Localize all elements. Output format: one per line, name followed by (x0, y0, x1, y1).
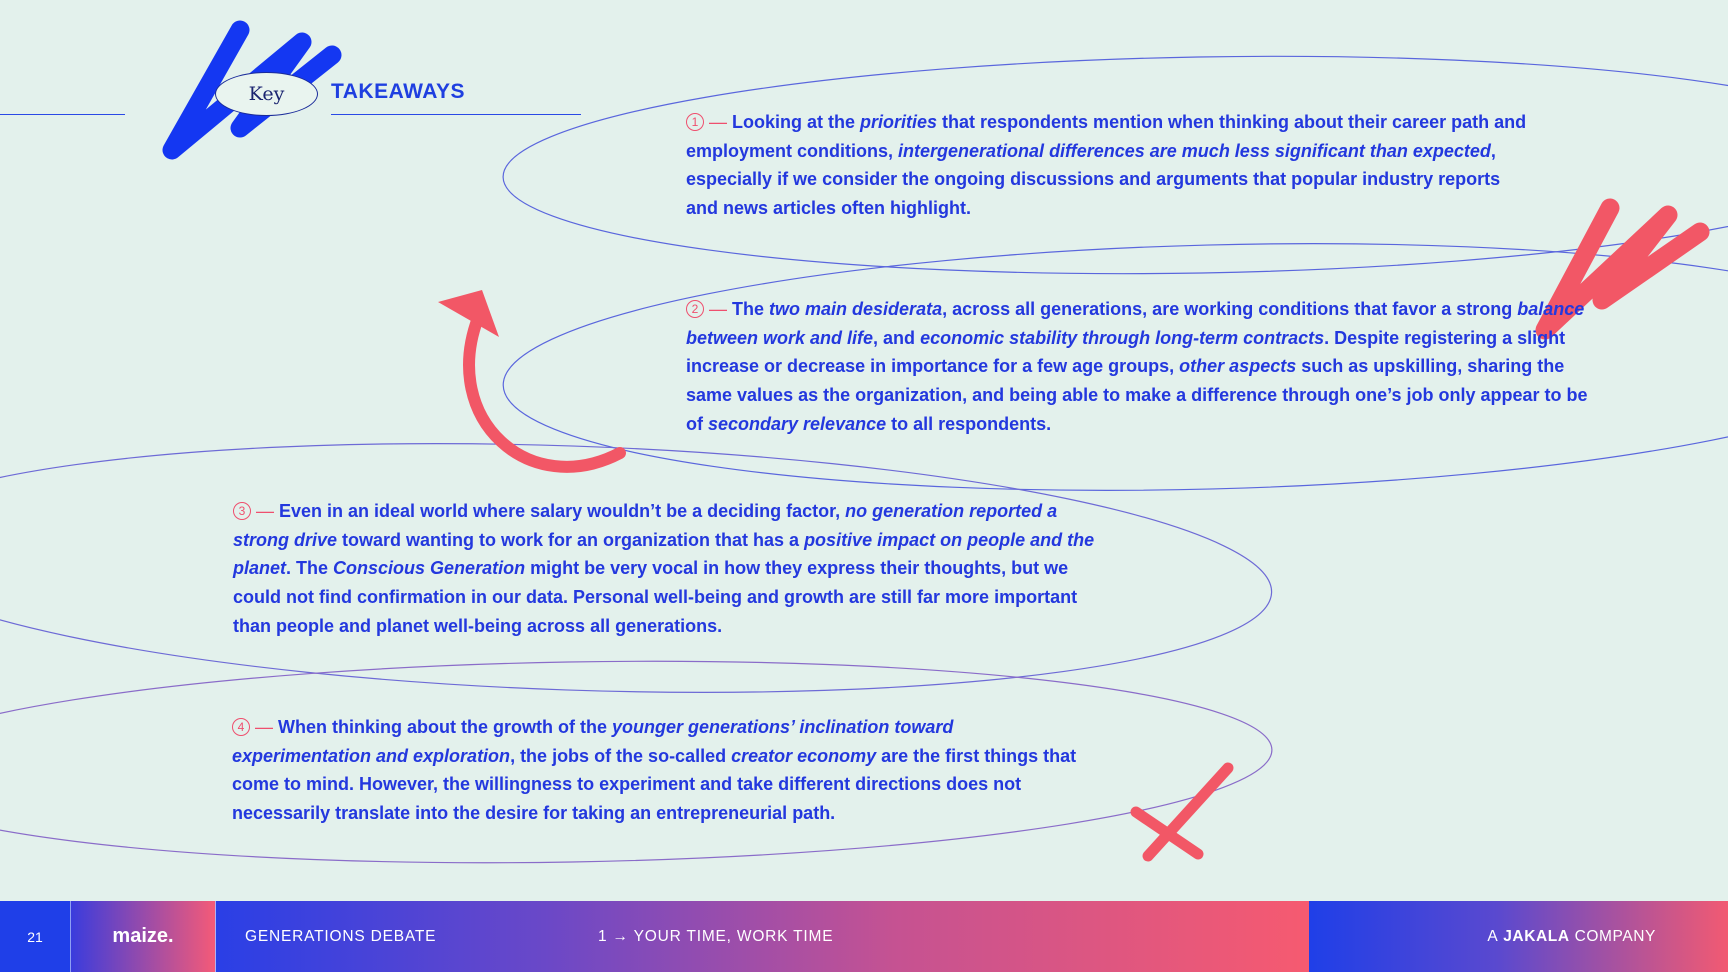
header-rule-right (331, 114, 581, 115)
takeaway-text: , across all generations, are working conditions that favor a strong (942, 299, 1518, 319)
takeaway-emphasis: balance between work and life (686, 299, 1585, 348)
takeaway-emphasis: Conscious Generation (333, 558, 526, 579)
key-badge: Key (215, 72, 318, 116)
jakala-logo: JAKALA (1503, 927, 1570, 945)
takeaway-emphasis: creator economy (731, 745, 877, 766)
takeaway-dash: — (704, 299, 733, 319)
takeaway-text: such as upskilling, sharing the same values as the organization, and being able to make a difference through one’s job only appear to be of (686, 356, 1588, 434)
takeaway-text: Looking at the (732, 112, 861, 132)
takeaway-emphasis: economic stability through long-term contracts (920, 327, 1325, 348)
takeaway-dash: — (251, 501, 280, 521)
takeaway-1 (686, 108, 1536, 223)
takeaway-dash: — (250, 717, 279, 737)
takeaway-emphasis: no generation reported a strong drive (233, 501, 1058, 550)
takeaway-text: are the first things that come to mind. However, the willingness to experiment and take different directions does not necessarily translate into the desire for taking an entrepreneurial path. (232, 745, 1077, 824)
footer-chapter-title: 1 → YOUR TIME, WORK TIME (598, 927, 834, 945)
takeaway-text: Even in an ideal world where salary wouldn’t be a deciding factor, (279, 501, 846, 521)
takeaway-emphasis: other aspects (1179, 356, 1297, 377)
takeaway-2 (686, 295, 1596, 439)
footer-bar (0, 901, 1728, 972)
takeaway-number-badge: 4 (232, 718, 250, 736)
footer-section-title: GENERATIONS DEBATE (245, 927, 437, 945)
takeaway-text: toward wanting to work for an organization that has a (337, 529, 805, 550)
footer-section-area (216, 901, 1309, 972)
takeaway-number-badge: 2 (686, 300, 704, 318)
takeaway-text: , and (873, 327, 921, 348)
page-title: TAKEAWAYS (331, 80, 466, 103)
takeaway-emphasis: two main desiderata (769, 299, 943, 319)
brand-prefix: A (1487, 927, 1499, 945)
takeaway-text: , especially if we consider the ongoing discussions and arguments that popular industry reports and news articles often highlight. (686, 140, 1501, 219)
takeaway-emphasis: secondary relevance (708, 413, 887, 434)
takeaway-emphasis: priorities (860, 112, 938, 132)
takeaway-text: . Despite registering a slight increase or decrease in importance for a few age groups, (686, 327, 1566, 377)
takeaway-dash: — (704, 112, 733, 132)
footer-page-number: 21 (0, 901, 71, 972)
takeaway-number-badge: 1 (686, 113, 704, 131)
takeaway-emphasis: intergenerational differences are much less significant than expected (898, 140, 1491, 161)
takeaway-text: to all respondents. (886, 413, 1052, 434)
takeaway-emphasis: younger generations’ inclination toward experimentation and exploration (232, 717, 954, 766)
takeaway-text: might be very vocal in how they express their thoughts, but we could not find confirmation in our data. Personal well-being and growth are still far more important than people and planet well-being across all generations. (233, 558, 1078, 636)
takeaway-text: When thinking about the growth of the (278, 717, 612, 737)
takeaway-4 (232, 713, 1082, 828)
takeaway-text: , the jobs of the so-called (510, 745, 732, 766)
footer-brand (1309, 901, 1728, 972)
takeaway-text: that respondents mention when thinking about their career path and employment conditions, (686, 112, 1527, 161)
takeaway-text: The (732, 299, 770, 319)
coral-cross-mark (1136, 768, 1228, 856)
header-rule-left (0, 114, 125, 115)
takeaway-text: . The (286, 558, 334, 579)
brand-suffix: COMPANY (1574, 927, 1656, 945)
takeaway-3 (233, 497, 1113, 641)
takeaway-emphasis: positive impact on people and the planet (233, 529, 1095, 579)
takeaway-number-badge: 3 (233, 502, 251, 520)
maize-logo: maize. (71, 901, 216, 972)
